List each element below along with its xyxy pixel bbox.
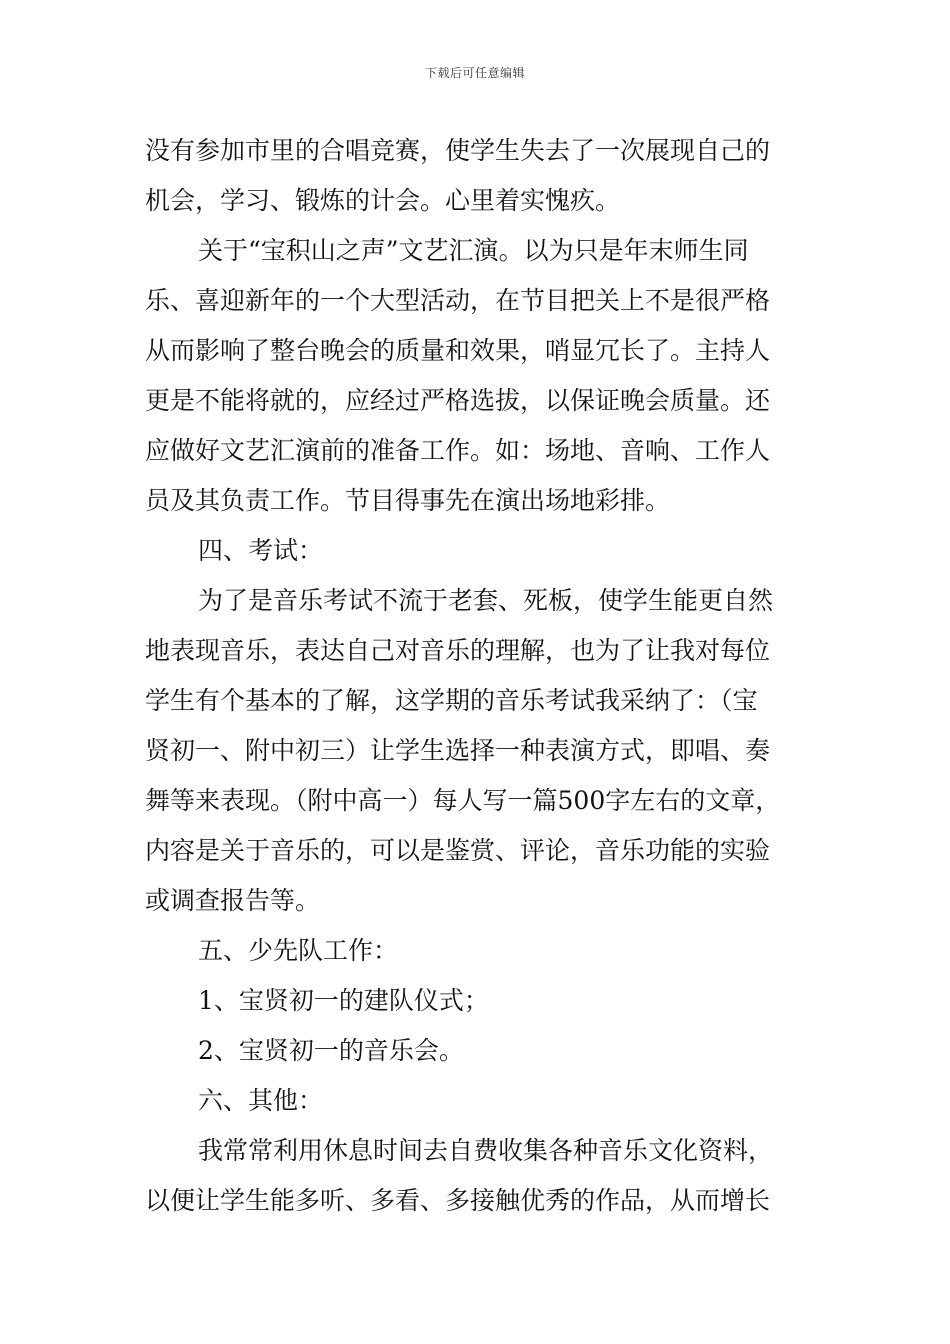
document-body	[145, 126, 810, 1226]
text-line: 四、考试：	[198, 536, 324, 565]
text-line: 2、宝贤初一的音乐会。	[198, 1036, 464, 1065]
text-line: 1、宝贤初一的建队仪式；	[198, 986, 489, 1015]
text-line: 关于“宝积山之声”文艺汇演。以为只是年末师生同	[198, 236, 749, 265]
text-line: 以便让学生能多听、多看、多接触优秀的作品，从而增长	[145, 1186, 771, 1215]
text-line: 六、其他：	[198, 1086, 324, 1115]
text-line: 五、少先队工作：	[198, 936, 399, 965]
text-line: 更是不能将就的，应经过严格选拔，以保证晚会质量。还	[145, 386, 771, 415]
text-line: 没有参加市里的合唱竞赛，使学生失去了一次展现自己的	[145, 136, 771, 165]
text-line: 学生有个基本的了解，这学期的音乐考试我采纳了：（宝	[145, 686, 758, 715]
text-line: 员及其负责工作。节目得事先在演出场地彩排。	[145, 486, 671, 515]
text-line: 内容是关于音乐的，可以是鉴赏、评论，音乐功能的实验	[145, 836, 771, 865]
text-line: 机会，学习、锻炼的计会。心里着实愧疚。	[145, 186, 621, 215]
text-line: 舞等来表现。（附中高一）每人写一篇500字左右的文章，	[145, 786, 781, 815]
text-line: 应做好文艺汇演前的准备工作。如：场地、音响、工作人	[145, 436, 771, 465]
header-note: 下载后可任意编辑	[424, 66, 525, 80]
text-line: 贤初一、附中初三）让学生选择一种表演方式，即唱、奏	[145, 736, 771, 765]
text-line: 我常常利用休息时间去自费收集各种音乐文化资料，	[198, 1136, 774, 1165]
text-line: 从而影响了整台晚会的质量和效果，哨显冗长了。主持人	[145, 336, 771, 365]
text-line: 或调查报告等。	[145, 886, 321, 915]
text-line: 地表现音乐，表达自己对音乐的理解，也为了让我对每位	[145, 636, 771, 665]
text-line: 乐、喜迎新年的一个大型活动，在节目把关上不是很严格	[145, 286, 771, 315]
text-line: 为了是音乐考试不流于老套、死板，使学生能更自然	[198, 586, 774, 615]
